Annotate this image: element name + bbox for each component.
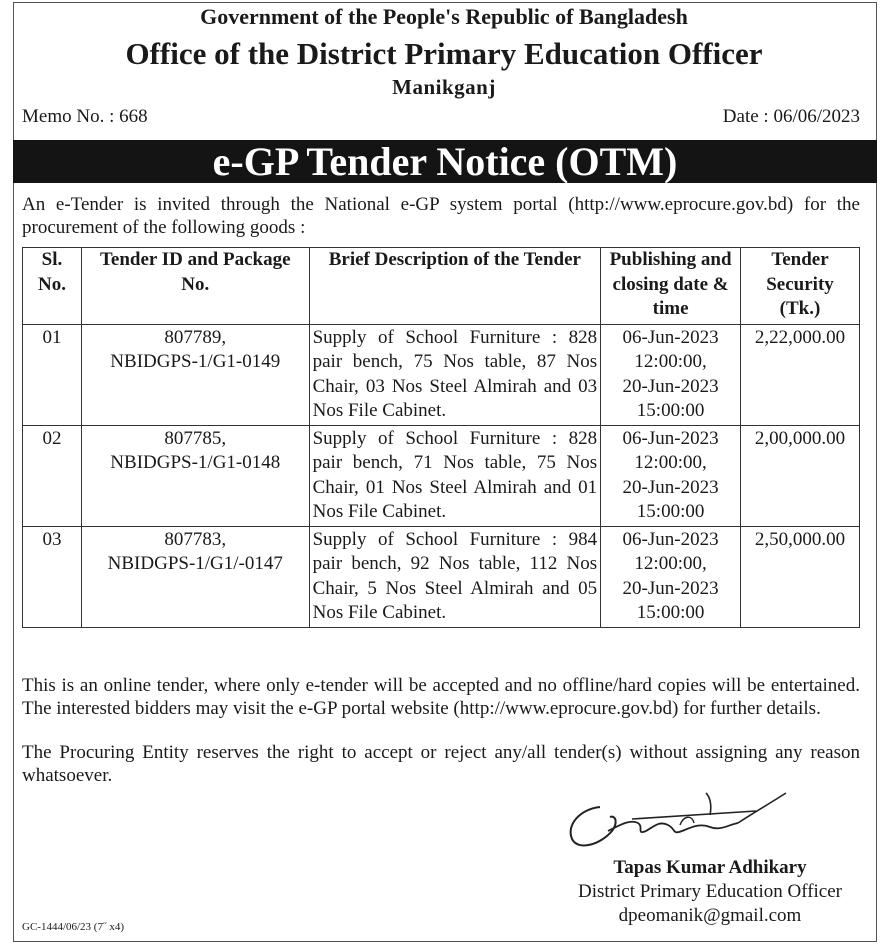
publish-time: 12:00:00, — [634, 553, 707, 574]
row-description: Supply of School Furniture : 828 pair bench, 71 Nos table, 75 Nos Chair, 01 Nos Steel Almirah and 01 Nos File Cabinet. — [309, 425, 601, 526]
row-tender-id — [81, 425, 309, 526]
memo-number: Memo No. : 668 — [22, 106, 148, 127]
close-time: 15:00:00 — [636, 400, 705, 421]
table-row — [23, 425, 860, 526]
package-no: NBIDGPS-1/G1-0148 — [110, 452, 281, 473]
row-tender-id — [81, 324, 309, 425]
office-heading: Office of the District Primary Education Officer — [125, 36, 763, 71]
table-row — [23, 324, 860, 425]
publish-time: 12:00:00, — [634, 351, 707, 372]
close-time: 15:00:00 — [636, 602, 705, 623]
row-security: 2,00,000.00 — [741, 425, 860, 526]
online-tender-note: This is an online tender, where only e-tender will be accepted and no offline/hard copies will be entertained. The interested bidders may visit the e-GP portal website (http://www.eprocure.gov.bd) for further details. — [22, 675, 860, 719]
publish-date: 06-Jun-2023 — [622, 528, 719, 550]
close-time: 15:00:00 — [636, 501, 705, 522]
header-security: Tender Security (Tk.) — [741, 248, 860, 325]
header-description: Brief Description of the Tender — [309, 248, 601, 325]
tender-id: 807783, — [164, 528, 227, 550]
signature-image — [560, 785, 800, 857]
notice-title: e-GP Tender Notice (OTM) — [13, 140, 877, 183]
signer-name: Tapas Kumar Adhikary — [613, 857, 807, 878]
tender-id: 807789, — [164, 326, 227, 348]
row-sl: 03 — [23, 526, 82, 627]
district-heading: Manikganj — [392, 75, 496, 99]
tender-id: 807785, — [164, 427, 227, 449]
notice-date: Date : 06/06/2023 — [722, 106, 860, 127]
row-security: 2,50,000.00 — [741, 526, 860, 627]
close-date: 20-Jun-2023 — [622, 577, 719, 599]
publish-date: 06-Jun-2023 — [622, 427, 719, 449]
row-dates — [601, 324, 741, 425]
row-dates — [601, 526, 741, 627]
tender-table — [22, 247, 860, 628]
government-heading: Government of the People's Republic of Bangladesh — [200, 4, 688, 29]
publish-time: 12:00:00, — [634, 452, 707, 473]
intro-paragraph: An e-Tender is invited through the National e-GP system portal (http://www.eprocure.gov.bd) for the procurement of the following goods : — [22, 194, 860, 238]
header-sl: Sl. No. — [23, 248, 82, 325]
row-security: 2,22,000.00 — [741, 324, 860, 425]
row-sl: 02 — [23, 425, 82, 526]
package-no: NBIDGPS-1/G1/-0147 — [107, 553, 283, 574]
package-no: NBIDGPS-1/G1-0149 — [110, 351, 281, 372]
row-description: Supply of School Furniture : 828 pair bench, 75 Nos table, 87 Nos Chair, 03 Nos Steel Almirah and 03 Nos File Cabinet. — [309, 324, 601, 425]
rights-note: The Procuring Entity reserves the right to accept or reject any/all tender(s) without assigning any reason whatsoever. — [22, 742, 860, 786]
header-tender-id: Tender ID and Package No. — [81, 248, 309, 325]
table-row — [23, 526, 860, 627]
signer-email: dpeomanik@gmail.com — [618, 905, 802, 926]
close-date: 20-Jun-2023 — [622, 476, 719, 498]
close-date: 20-Jun-2023 — [622, 375, 719, 397]
signer-designation: District Primary Education Officer — [578, 881, 842, 902]
table-header-row — [23, 248, 860, 325]
row-description: Supply of School Furniture : 984 pair bench, 92 Nos table, 112 Nos Chair, 5 Nos Steel Almirah and 05 Nos File Cabinet. — [309, 526, 601, 627]
row-tender-id — [81, 526, 309, 627]
header-dates: Publishing and closing date & time — [601, 248, 741, 325]
print-code: GC-1444/06/23 (7˝ x4) — [22, 921, 125, 933]
row-sl: 01 — [23, 324, 82, 425]
publish-date: 06-Jun-2023 — [622, 326, 719, 348]
row-dates — [601, 425, 741, 526]
